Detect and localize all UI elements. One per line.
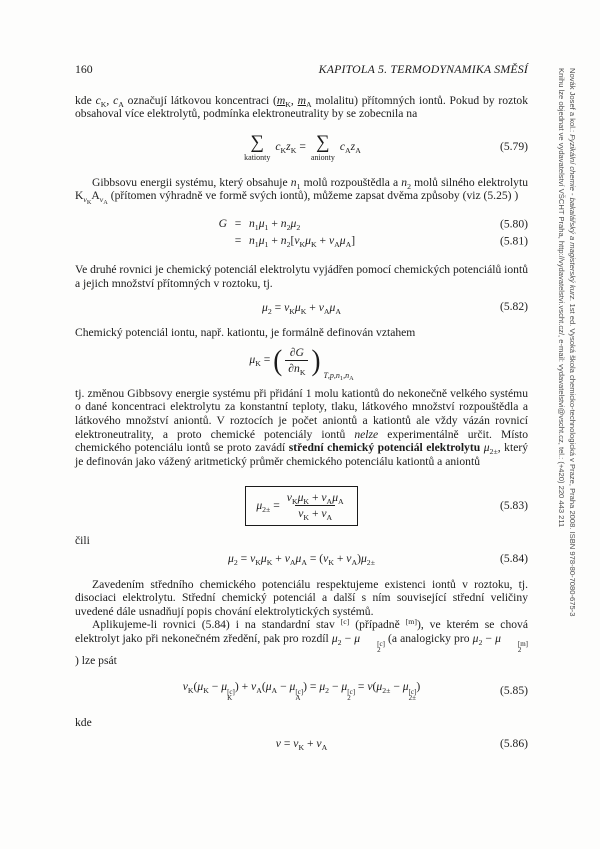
sigma-icon: ∑ [250,131,265,153]
equation-body: $\mu_2 = \nu_K\mu_K + \nu_A\mu_A = (\nu_K + \nu_A)\mu_{2\pm}$ [228,551,375,567]
equation-group-5-80-81 [75,215,528,249]
equals-sign: = [299,140,306,154]
fraction [284,491,347,523]
equation-5-81 [217,232,528,249]
equation-number: (5.79) [499,140,528,154]
lhs: G [218,217,227,231]
paragraph-gibbs: Gibbsovu energii systému, který obsahuje $n_1$ molů rozpouštědla a $n_2$ molů silného elektrolytu $K_{\nu_K}A_{\nu_A}$ (přítomen výhradně ve formě svých iontů), můžeme zapsat dvěma způsoby (viz (5.25) ) [75,175,529,207]
sum-limit: kationty [244,152,271,162]
equation-5-82 [75,301,528,315]
fraction-denominator: $\partial n_K$ [285,360,308,375]
constant-conditions-subscript: $T,p,n_1,n_A$ [323,370,354,382]
sidebar-ordering-line: Knihu lze objednat ve vydavatelství VŠCHT Praha, http://vydavatelstvi.vscht.cz/, e-mail: vydavatelstvi@vscht.cz, tel.: (+420) 220 443 211 [557,68,566,528]
chapter-title: KAPITOLA 5. TERMODYNAMIKA SMĚSÍ [318,62,528,76]
equation-5-83 [75,486,528,526]
sigma-icon: ∑ [316,131,330,153]
equation-5-85 [75,680,528,702]
equation-body: $\mu_2 = \nu_K\mu_K + \nu_A\mu_A$ [262,300,341,316]
rhs: $n_1\mu_1 + n_2[\nu_K\mu_K + \nu_A\mu_A]$ [249,234,356,250]
equation-number: (5.80) [499,217,528,231]
paragraph-second-equation: Ve druhé rovnici je chemický potenciál elektrolytu vyjádřen pomocí chemických potenciálů iontů a jejich množství přítomných v roztoku, tj. [75,263,528,290]
equals-sign: = [234,217,242,231]
fraction-denominator: $\nu_K + \nu_A$ [295,505,335,520]
equation-5-84 [75,552,528,566]
equation-number: (5.85) [499,683,528,697]
equation-body: $\nu = \nu_K + \nu_A$ [275,737,328,753]
boxed-equation [245,486,357,526]
equation-number: (5.84) [499,551,528,565]
equation-number: (5.83) [499,499,528,513]
paragraph-kde: kde [75,715,92,729]
equation-5-80 [217,215,528,232]
equation-body [242,133,361,162]
equation-body: $\nu_K(\mu_K - \mu$ [c] K ) + $\nu_A(\mu_A - \mu$ [c] A ) = $\mu_2 - \mu$ [c] 2 = $\nu(\mu_{2\pm} - \mu$ [c] 2± ) [182,679,421,703]
lhs: $\mu_K$ = [249,353,271,369]
sidebar-citation-line: Novák Josef a kol.: Fyzikální chemie - bakalářský a magisterský kurz. 1st ed. Vysoká škola chemicko-technologická v Praze, Praha 2008. ISBN 978-80-7080-675-3 [568,68,577,617]
equation-number: (5.86) [499,737,528,751]
page-content [75,63,528,751]
equation-number: (5.82) [499,300,528,314]
fraction-numerator: ∂G [289,345,304,359]
equals-sign: = [234,234,242,248]
fraction [285,346,308,375]
rhs: $n_1\mu_1 + n_2\mu_2$ [249,217,301,233]
sum-over-anions [311,133,335,162]
paragraph-zavedenim: Zavedením středního chemického potenciálu respektujeme existenci iontů v roztoku, tj. disociaci elektrolytu. Střední chemický potenciál a další s ním související střední veličiny uvedené dále usnadňují popis chování elektrolytických systémů. [75,577,528,618]
page-header [75,63,528,77]
lhs: $\mu_{2\pm}$ = [256,499,280,515]
equation-5-86 [75,737,528,751]
paragraph-mean-potential: tj. změnou Gibbsovy energie systému při přidání 1 molu kationtů do nekonečně velkého systému o dané koncentraci elektrolytu za konstantní teploty, tlaku, látkového množství rozpouštědla a látkového množství aniontů. V roztocích je počet aniontů a kationtů ale vždy vázán rovnicí elektroneutrality, a proto chemické potenciály iontů nelze experimentálně určit. Místo chemického potenciálu iontů se proto zavádí střední chemický potenciál elektrolytu $\mu_{2\pm}$, který je definován jako vážený aritmetický průměr chemického potenciálu kationtů a aniontů [75,386,528,468]
equation-mu-k-definition [75,343,528,382]
paragraph-cili: čili [75,534,90,548]
sidebar-citation [556,68,578,648]
page-number: 160 [75,62,93,76]
equation-body: $\mu_K$ = ( $\frac{\partial G}{\partial n_K}$ ) $T,p,n_1,n_A$ [249,343,354,382]
equation-number: (5.81) [499,234,528,248]
paragraph-aplikujeme: Aplikujeme-li rovnici (5.84) i na standardní stav [c] (případně [m]), ve kterém se chová elektrolyt jako při nekonečném zředění, pak pro rozdíl $\mu_2 - \mu$ [c] 2 (a analogicky pro $\mu_2 - \mu$ [m] 2 ) lze psát [75,617,529,668]
paragraph-chem-potential: Chemický potenciál iontu, např. kationtu, je formálně definován vztahem [75,326,416,340]
anion-term: $c_Az_A$ [339,140,361,156]
equation-5-79 [75,133,528,162]
sum-limit: anionty [310,152,335,162]
fraction-numerator: $\nu_K\mu_K + \nu_A\mu_A$ [286,491,344,507]
sum-over-cations [244,133,270,162]
paragraph-intro: kde $c_K$, $c_A$ označují látkovou koncentraci ($m_K$, $m_A$ molalitu) přítomných iontů. Pokud by roztok obsahoval více elektrolytů, podmínka elektroneutrality by se zobecnila na [75,93,529,121]
cation-term: $c_Kz_K$ [275,140,297,156]
